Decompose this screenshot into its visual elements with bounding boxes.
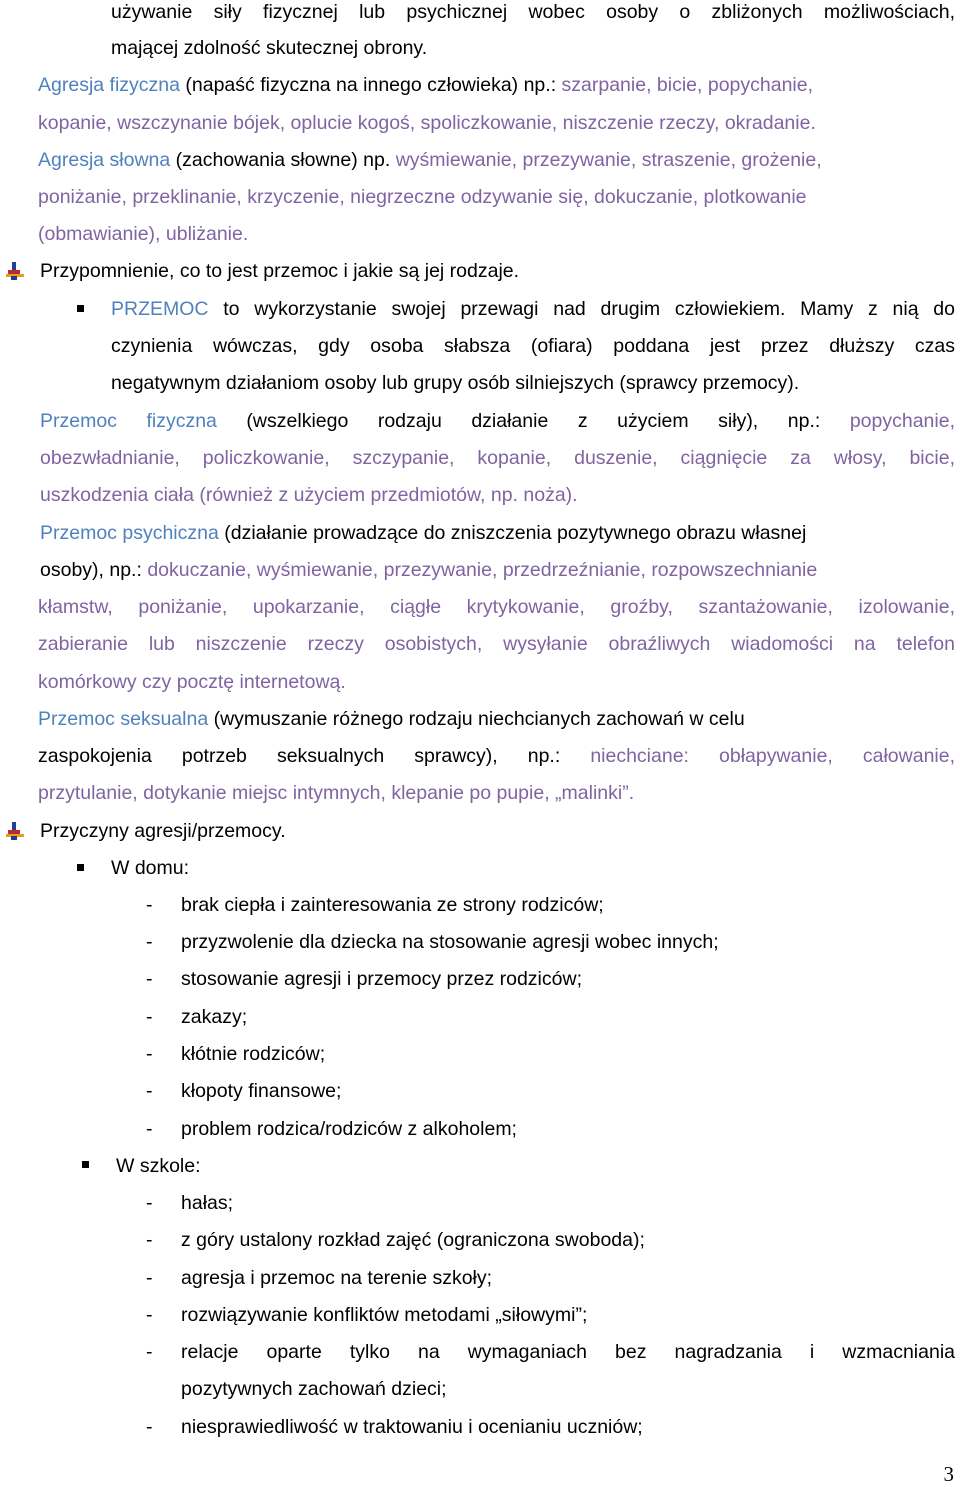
list-dash: - (146, 1006, 153, 1028)
section-heading-przyczyny: Przyczyny agresji/przemocy. (40, 820, 286, 842)
term-przemoc-fizyczna: Przemoc fizyczna (40, 410, 217, 432)
list-dash: - (146, 1118, 153, 1140)
list-item: przyzwolenie dla dziecka na stosowanie agresji wobec innych; (181, 931, 719, 953)
list-dash: - (146, 894, 153, 916)
list-item-continuation: pozytywnych zachowań dzieci; (181, 1378, 447, 1400)
przemoc-fizyczna-examples-3: uszkodzenia ciała (również z użyciem przedmiotów, np. noża). (40, 484, 578, 506)
przemoc-psychiczna-examples-1: dokuczanie, wyśmiewanie, przezywanie, przedrzeźnianie, rozpowszechnianie (141, 559, 818, 581)
list-dash: - (146, 1229, 153, 1251)
przemoc-seksualna-line-2 (38, 744, 955, 768)
agresja-fizyczna-definition: (napaść fizyczna na innego człowieka) np. (179, 74, 551, 96)
term-przemoc-psychiczna: Przemoc psychiczna (40, 522, 219, 544)
przemoc-definition-line-3: negatywnym działaniom osoby lub grupy osób silniejszych (sprawcy przemocy). (111, 372, 800, 394)
list-item: agresja i przemoc na terenie szkoły; (181, 1267, 493, 1289)
list-dash: - (146, 1416, 153, 1438)
przemoc-definition-line-2: czynienia wówczas, gdy osoba słabsza (ofiara) poddana jest przez dłuższy czas (111, 335, 955, 357)
przemoc-psychiczna-line-1 (40, 521, 806, 545)
list-dash: - (146, 1304, 153, 1326)
intro-line-1: używanie siły fizycznej lub psychicznej wobec osoby o zbliżonych możliwościach, (111, 1, 955, 23)
przemoc-psychiczna-examples-4: komórkowy czy pocztę internetową. (38, 671, 346, 693)
przemoc-psychiczna-line-2 (40, 558, 817, 582)
intro-line-2: mającej zdolność skutecznej obrony. (111, 37, 428, 59)
przemoc-fizyczna-examples-2: obezwładnianie, policzkowanie, szczypanie, kopanie, duszenie, ciągnięcie za włosy, bicie, (40, 447, 955, 469)
przemoc-seksualna-examples-1: niechciane: obłapywanie, całowanie, (560, 745, 956, 767)
przemoc-psychiczna-definition-2: osoby), np. (40, 559, 137, 581)
term-przemoc-seksualna: Przemoc seksualna (38, 708, 209, 730)
przemoc-seksualna-examples-2: przytulanie, dotykanie miejsc intymnych, klepanie po pupie, „malinki”. (38, 782, 635, 804)
list-item: rozwiązywanie konfliktów metodami „siłowymi”; (181, 1304, 588, 1326)
agresja-slowna-line-1 (38, 148, 822, 172)
przemoc-psychiczna-examples-2: kłamstw, poniżanie, upokarzanie, ciągłe krytykowanie, groźby, szantażowanie, izolowanie, (38, 596, 955, 618)
przemoc-fizyczna-examples-1: popychanie, (820, 410, 955, 432)
przemoc-psychiczna-colon: : (136, 559, 142, 581)
w-domu-heading: W domu: (111, 857, 190, 879)
list-dash: - (146, 931, 153, 953)
przemoc-seksualna-definition-1: (wymuszanie różnego rodzaju niechcianych zachowań w celu (208, 708, 745, 730)
list-dash: - (146, 968, 153, 990)
page-number: 3 (943, 1462, 954, 1486)
przemoc-seksualna-line-1 (38, 707, 745, 731)
square-bullet-icon (77, 305, 84, 312)
term-agresja-slowna: Agresja słowna (38, 149, 171, 171)
przemoc-fizyczna-definition: (wszelkiego rodzaju działanie z użyciem siły), np. (216, 410, 815, 432)
przemoc-fizyczna-colon: : (814, 410, 821, 432)
list-item: stosowanie agresji i przemocy przez rodziców; (181, 968, 582, 990)
list-item: niesprawiedliwość w traktowaniu i ocenianiu uczniów; (181, 1416, 643, 1438)
agresja-slowna-definition: (zachowania słowne) np. (170, 149, 391, 171)
przemoc-definition-line-1 (111, 297, 955, 321)
list-item: kłótnie rodziców; (181, 1043, 326, 1065)
agresja-slowna-examples-1: wyśmiewanie, przezywanie, straszenie, grożenie, (390, 149, 822, 171)
list-item: problem rodzica/rodziców z alkoholem; (181, 1118, 517, 1140)
list-dash: - (146, 1080, 153, 1102)
list-dash: - (146, 1043, 153, 1065)
agresja-slowna-examples-3: (obmawianie), ubliżanie. (38, 223, 249, 245)
agresja-fizyczna-examples-2: kopanie, wszczynanie bójek, oplucie kogoś, spoliczkowanie, niszczenie rzeczy, okradanie. (38, 112, 816, 134)
list-item: relacje oparte tylko na wymaganiach bez nagradzania i wzmacniania (181, 1341, 955, 1363)
przemoc-seksualna-colon: : (554, 745, 561, 767)
przemoc-fizyczna-line-1 (40, 409, 955, 433)
przemoc-psychiczna-examples-3: zabieranie lub niszczenie rzeczy osobistych, wysyłanie obraźliwych wiadomości na telefon (38, 633, 955, 655)
list-item: zakazy; (181, 1006, 248, 1028)
przemoc-psychiczna-definition-1: (działanie prowadzące do zniszczenia pozytywnego obrazu własnej (218, 522, 807, 544)
square-bullet-icon (77, 864, 84, 871)
list-item: brak ciepła i zainteresowania ze strony rodziców; (181, 894, 604, 916)
list-item: hałas; (181, 1192, 234, 1214)
agresja-fizyczna-colon: : (550, 74, 557, 96)
list-dash: - (146, 1341, 153, 1363)
term-przemoc: PRZEMOC (111, 298, 209, 320)
section-heading-przemoc: Przypomnienie, co to jest przemoc i jakie są jej rodzaje. (40, 260, 520, 282)
przemoc-seksualna-definition-2: zaspokojenia potrzeb seksualnych sprawcy), np. (38, 745, 555, 767)
w-szkole-heading: W szkole: (116, 1155, 201, 1177)
agresja-slowna-examples-2: poniżanie, przeklinanie, krzyczenie, niegrzeczne odzywanie się, dokuczanie, plotkowanie (38, 186, 807, 208)
agresja-fizyczna-examples-1: szarpanie, bicie, popychanie, (556, 74, 814, 96)
list-item: kłopoty finansowe; (181, 1080, 342, 1102)
agresja-fizyczna-line-1 (38, 73, 813, 97)
list-item: z góry ustalony rozkład zajęć (ograniczona swoboda); (181, 1229, 645, 1251)
pointing-hand-bullet-icon (6, 822, 24, 840)
square-bullet-icon (82, 1161, 89, 1168)
term-agresja-fizyczna: Agresja fizyczna (38, 74, 180, 96)
pointing-hand-bullet-icon (6, 262, 24, 280)
list-dash: - (146, 1267, 153, 1289)
przemoc-definition-text: to wykorzystanie swojej przewagi nad drugim człowiekiem. Mamy z nią do (208, 298, 955, 320)
list-dash: - (146, 1192, 153, 1214)
